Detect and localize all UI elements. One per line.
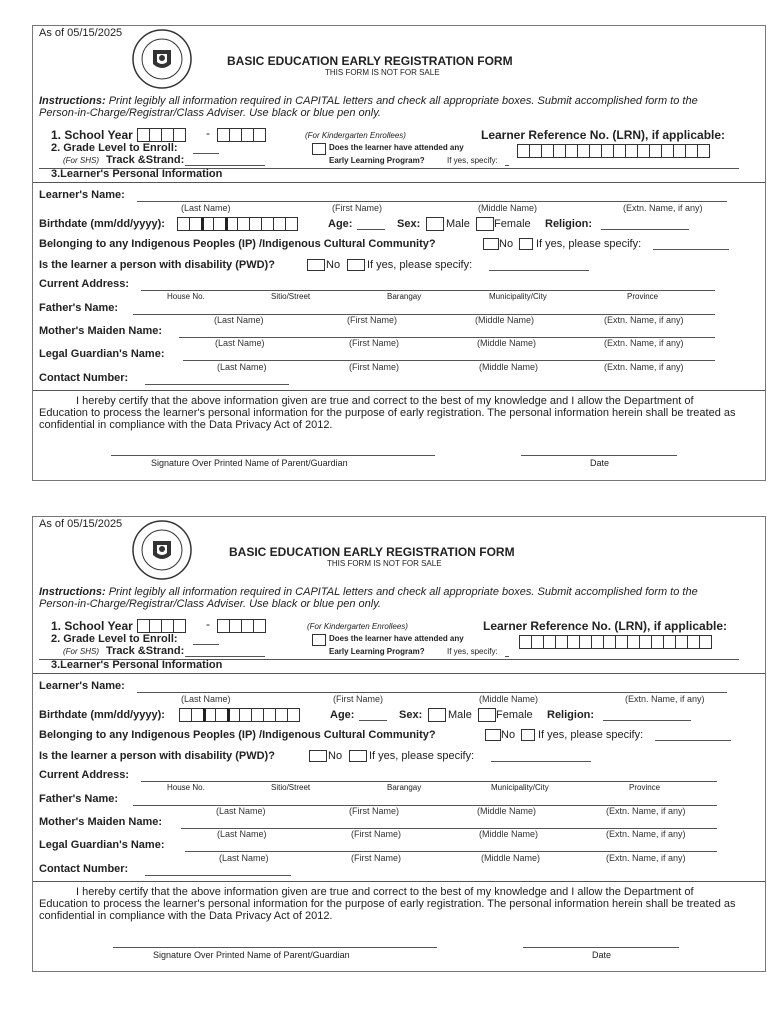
contact-number-label: Contact Number: xyxy=(39,372,129,384)
name-part-first: (First Name) xyxy=(333,694,383,704)
instructions xyxy=(39,95,719,119)
name-part-last: (Last Name) xyxy=(215,338,265,348)
name-part-first: (First Name) xyxy=(351,853,401,863)
address-part-house: House No. xyxy=(167,292,205,301)
religion-label: Religion: xyxy=(545,218,593,230)
female-checkbox[interactable] xyxy=(476,217,494,231)
male-label: Male xyxy=(446,218,470,230)
ip-specify-label: If yes, please specify: xyxy=(538,729,644,741)
ip-specify-label: If yes, please specify: xyxy=(536,238,642,250)
address-part-city: Municipality/City xyxy=(489,292,547,301)
form-title: BASIC EDUCATION EARLY REGISTRATION FORM xyxy=(229,545,515,559)
learners-name-label: Learner's Name: xyxy=(39,680,125,692)
ip-no-checkbox[interactable] xyxy=(483,238,499,250)
name-part-first: (First Name) xyxy=(347,315,397,325)
birthdate-label: Birthdate (mm/dd/yyyy): xyxy=(39,709,165,721)
attended-question-line2: Early Learning Program? xyxy=(329,647,425,656)
ip-yes-checkbox[interactable] xyxy=(519,238,533,250)
name-part-last: (Last Name) xyxy=(219,853,269,863)
religion-field[interactable] xyxy=(603,720,691,721)
ip-no-label: No xyxy=(499,238,514,250)
instructions-text: Print legibly all information required in CAPITAL letters and check all appropriate boxes. Submit accomplished form to the Person-in-Charge/Registrar/Class Adviser. Use black or blue pen only. xyxy=(39,586,698,610)
name-part-middle: (Middle Name) xyxy=(477,806,537,816)
male-checkbox[interactable] xyxy=(428,708,446,722)
religion-field[interactable] xyxy=(601,229,689,230)
divider xyxy=(33,390,765,391)
school-year-label: 1. School Year xyxy=(51,128,133,142)
mother-name-label: Mother's Maiden Name: xyxy=(39,816,163,828)
pwd-no-label: No xyxy=(328,750,343,762)
female-checkbox[interactable] xyxy=(478,708,496,722)
age-label: Age: xyxy=(328,218,353,230)
address-part-province: Province xyxy=(627,292,659,301)
date-caption: Date xyxy=(590,458,610,468)
as-of-date: As of 05/15/2025 xyxy=(39,27,123,39)
specify-line xyxy=(505,165,509,166)
if-yes-specify-small: If yes, specify: xyxy=(447,156,498,165)
date-field[interactable] xyxy=(523,947,679,948)
school-year-end-boxes[interactable] xyxy=(217,619,265,633)
name-part-extn: (Extn. Name, if any) xyxy=(604,338,684,348)
name-part-first: (First Name) xyxy=(351,829,401,839)
birthdate-boxes[interactable] xyxy=(177,217,297,231)
sex-label: Sex: xyxy=(397,218,421,230)
pwd-question: Is the learner a person with disability (PWD)? xyxy=(39,259,275,271)
grade-level-label: 2. Grade Level to Enroll: xyxy=(51,142,178,154)
father-name-label: Father's Name: xyxy=(39,793,119,805)
ip-question: Belonging to any Indigenous Peoples (IP) /Indigenous Cultural Community? xyxy=(39,238,436,250)
if-yes-specify-small: If yes, specify: xyxy=(447,647,498,656)
early-learning-checkbox[interactable] xyxy=(312,143,326,155)
name-part-last: (Last Name) xyxy=(214,315,264,325)
address-part-city: Municipality/City xyxy=(491,783,549,792)
ip-specify-field[interactable] xyxy=(653,249,729,250)
ip-no-checkbox[interactable] xyxy=(485,729,501,741)
for-shs-note: (For SHS) xyxy=(63,647,99,656)
instructions xyxy=(39,586,719,610)
address-part-barangay: Barangay xyxy=(387,783,422,792)
section-3-title: 3.Learner's Personal Information xyxy=(51,168,223,180)
divider xyxy=(33,182,765,183)
name-part-first: (First Name) xyxy=(349,362,399,372)
ip-question: Belonging to any Indigenous Peoples (IP) /Indigenous Cultural Community? xyxy=(39,729,436,741)
current-address-field[interactable] xyxy=(141,781,717,782)
attended-question-line2: Early Learning Program? xyxy=(329,156,425,165)
name-part-extn: (Extn. Name, if any) xyxy=(625,694,705,704)
current-address-label: Current Address: xyxy=(39,769,130,781)
lrn-boxes[interactable] xyxy=(517,144,709,158)
instructions-label: Instructions: xyxy=(39,586,106,598)
name-part-last: (Last Name) xyxy=(181,203,231,213)
track-strand-label: Track &Strand: xyxy=(106,154,185,166)
divider xyxy=(33,881,765,882)
contact-number-label: Contact Number: xyxy=(39,863,129,875)
pwd-yes-checkbox[interactable] xyxy=(349,750,367,762)
learners-name-label: Learner's Name: xyxy=(39,189,125,201)
lrn-boxes[interactable] xyxy=(519,635,711,649)
pwd-specify-field[interactable] xyxy=(491,761,591,762)
signature-field[interactable] xyxy=(113,947,437,948)
grade-level-label: 2. Grade Level to Enroll: xyxy=(51,633,178,645)
specify-line xyxy=(505,656,509,657)
attended-question-line1: Does the learner have attended any xyxy=(329,143,464,152)
contact-number-field[interactable] xyxy=(145,384,289,385)
name-part-middle: (Middle Name) xyxy=(475,315,535,325)
name-part-last: (Last Name) xyxy=(181,694,231,704)
male-label: Male xyxy=(448,709,472,721)
name-part-last: (Last Name) xyxy=(217,829,267,839)
school-year-start-boxes[interactable] xyxy=(137,128,185,142)
grade-level-field[interactable] xyxy=(193,153,219,154)
name-part-first: (First Name) xyxy=(349,338,399,348)
sex-label: Sex: xyxy=(399,709,423,721)
address-part-street: Sitio/Street xyxy=(271,292,311,301)
female-label: Female xyxy=(494,218,531,230)
religion-label: Religion: xyxy=(547,709,595,721)
registration-form-copy-1 xyxy=(32,25,766,481)
pwd-no-checkbox[interactable] xyxy=(309,750,327,762)
signature-caption: Signature Over Printed Name of Parent/Guardian xyxy=(151,458,348,468)
track-strand-field[interactable] xyxy=(185,165,265,166)
age-label: Age: xyxy=(330,709,355,721)
name-part-middle: (Middle Name) xyxy=(479,362,539,372)
birthdate-boxes[interactable] xyxy=(179,708,299,722)
divider xyxy=(33,673,765,674)
mother-name-label: Mother's Maiden Name: xyxy=(39,325,163,337)
birthdate-label: Birthdate (mm/dd/yyyy): xyxy=(39,218,165,230)
name-part-extn: (Extn. Name, if any) xyxy=(606,806,686,816)
lrn-label: Learner Reference No. (LRN), if applicable: xyxy=(481,128,726,142)
female-label: Female xyxy=(496,709,533,721)
age-field[interactable] xyxy=(359,720,387,721)
instructions-label: Instructions: xyxy=(39,95,106,107)
male-checkbox[interactable] xyxy=(426,217,444,231)
pwd-question: Is the learner a person with disability (PWD)? xyxy=(39,750,275,762)
signature-field[interactable] xyxy=(111,455,435,456)
guardian-name-field[interactable] xyxy=(183,360,715,361)
age-field[interactable] xyxy=(357,229,385,230)
certification-text: I hereby certify that the above information given are true and correct to the best of my knowledge and I allow the Department of Education to process the learner's personal information for the purpose of early registration. The personal information herein shall be treated as confidential in compliance with the Data Privacy Act of 2012. xyxy=(39,395,736,431)
attended-question-line1: Does the learner have attended any xyxy=(329,634,464,643)
lrn-label: Learner Reference No. (LRN), if applicable: xyxy=(483,619,728,633)
name-part-middle: (Middle Name) xyxy=(479,694,539,704)
name-part-last: (Last Name) xyxy=(216,806,266,816)
date-caption: Date xyxy=(592,950,612,960)
ip-yes-checkbox[interactable] xyxy=(521,729,535,741)
school-year-label: 1. School Year xyxy=(51,619,133,633)
learners-name-field[interactable] xyxy=(137,201,727,202)
pwd-no-label: No xyxy=(326,259,341,271)
grade-level-field[interactable] xyxy=(193,644,219,645)
school-year-end-boxes[interactable] xyxy=(217,128,265,142)
contact-number-field[interactable] xyxy=(145,875,291,876)
guardian-name-label: Legal Guardian's Name: xyxy=(39,839,165,851)
form-title: BASIC EDUCATION EARLY REGISTRATION FORM xyxy=(227,54,513,68)
ip-specify-field[interactable] xyxy=(655,740,731,741)
for-kinder-note: (For Kindergarten Enrollees) xyxy=(307,622,408,631)
early-learning-checkbox[interactable] xyxy=(312,634,326,646)
current-address-label: Current Address: xyxy=(39,278,130,290)
for-kinder-note: (For Kindergarten Enrollees) xyxy=(305,131,406,140)
name-part-middle: (Middle Name) xyxy=(481,853,541,863)
as-of-date: As of 05/15/2025 xyxy=(39,518,123,530)
pwd-specify-label: If yes, please specify: xyxy=(369,750,475,762)
name-part-middle: (Middle Name) xyxy=(479,829,539,839)
school-year-dash: - xyxy=(206,617,210,631)
name-part-extn: (Extn. Name, if any) xyxy=(604,362,684,372)
registration-form-copy-2 xyxy=(32,516,766,972)
address-part-street: Sitio/Street xyxy=(271,783,311,792)
ip-no-label: No xyxy=(501,729,516,741)
instructions-text: Print legibly all information required in CAPITAL letters and check all appropriate boxes. Submit accomplished form to the Person-in-Charge/Registrar/Class Adviser. Use black or blue pen only. xyxy=(39,95,698,119)
pwd-no-checkbox[interactable] xyxy=(307,259,325,271)
name-part-first: (First Name) xyxy=(349,806,399,816)
pwd-specify-field[interactable] xyxy=(489,270,589,271)
guardian-name-field[interactable] xyxy=(185,851,717,852)
signature-caption: Signature Over Printed Name of Parent/Guardian xyxy=(153,950,350,960)
current-address-field[interactable] xyxy=(141,290,715,291)
certification-text: I hereby certify that the above information given are true and correct to the best of my knowledge and I allow the Department of Education to process the learner's personal information for the purpose of early registration. The personal information herein shall be treated as confidential in compliance with the Data Privacy Act of 2012. xyxy=(39,886,736,922)
name-part-middle: (Middle Name) xyxy=(477,338,537,348)
address-part-province: Province xyxy=(629,783,661,792)
form-subtitle: THIS FORM IS NOT FOR SALE xyxy=(327,559,442,568)
school-year-start-boxes[interactable] xyxy=(137,619,185,633)
school-year-dash: - xyxy=(206,126,210,140)
learners-name-field[interactable] xyxy=(137,692,727,693)
name-part-extn: (Extn. Name, if any) xyxy=(623,203,703,213)
form-subtitle: THIS FORM IS NOT FOR SALE xyxy=(325,68,440,77)
father-name-label: Father's Name: xyxy=(39,302,119,314)
deped-seal-logo xyxy=(129,28,195,90)
date-field[interactable] xyxy=(521,455,677,456)
track-strand-field[interactable] xyxy=(185,656,265,657)
pwd-yes-checkbox[interactable] xyxy=(347,259,365,271)
guardian-name-label: Legal Guardian's Name: xyxy=(39,348,165,360)
address-part-barangay: Barangay xyxy=(387,292,422,301)
name-part-extn: (Extn. Name, if any) xyxy=(606,853,686,863)
name-part-last: (Last Name) xyxy=(217,362,267,372)
name-part-middle: (Middle Name) xyxy=(478,203,538,213)
name-part-first: (First Name) xyxy=(332,203,382,213)
address-part-house: House No. xyxy=(167,783,205,792)
name-part-extn: (Extn. Name, if any) xyxy=(606,829,686,839)
pwd-specify-label: If yes, please specify: xyxy=(367,259,473,271)
name-part-extn: (Extn. Name, if any) xyxy=(604,315,684,325)
deped-seal-logo xyxy=(129,519,195,581)
section-3-title: 3.Learner's Personal Information xyxy=(51,659,223,671)
track-strand-label: Track &Strand: xyxy=(106,645,185,657)
for-shs-note: (For SHS) xyxy=(63,156,99,165)
